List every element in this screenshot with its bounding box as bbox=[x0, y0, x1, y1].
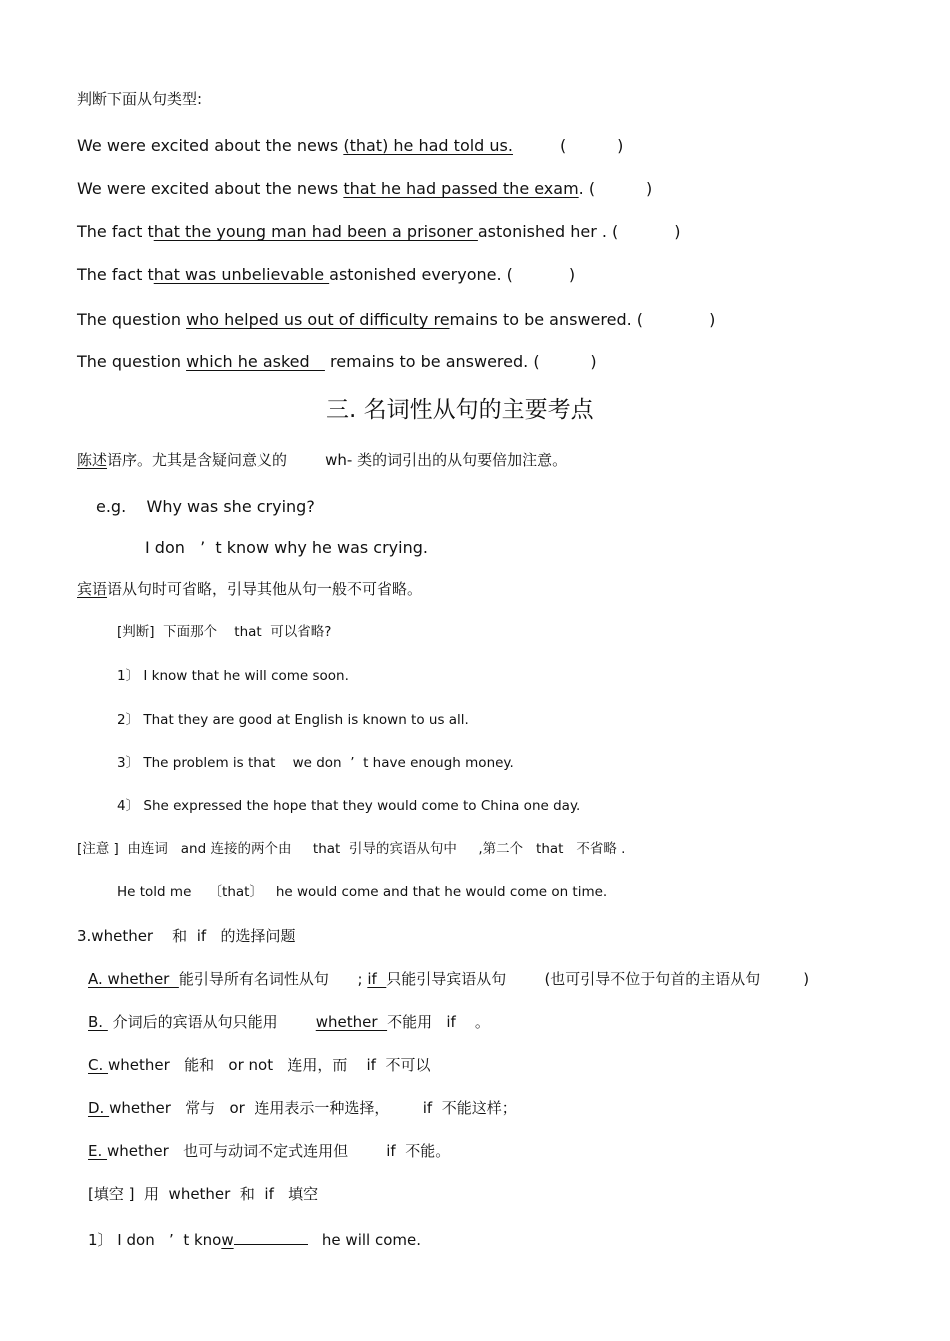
rule-a: A. whether 能引导所有名词性从句 ; if 只能引导宾语从句 (也可引导不位于句首的主语从句 ) bbox=[88, 970, 810, 988]
sentence-4: The fact that was unbelievable astonished everyone. ( ) bbox=[77, 265, 576, 284]
judge-title: [判断] 下面那个 that 可以省略? bbox=[117, 624, 332, 640]
intro-instruction: 判断下面从句类型: bbox=[77, 90, 203, 108]
underlined-clause: (that) he had told us. bbox=[343, 136, 513, 155]
sentence-5: The question who helped us out of difficulty remains to be answered. ( ) bbox=[77, 310, 716, 329]
underlined-clause: who helped us out of difficulty re bbox=[186, 310, 450, 329]
rule-d: D. whether 常与 or 连用表示一种选择， if 不能这样； bbox=[88, 1099, 517, 1117]
judge-item-2: 2〕 That they are good at English is known to us all. bbox=[117, 712, 469, 728]
underlined-clause: hat the young man had been a prisoner bbox=[153, 222, 478, 241]
answer-paren-4[interactable]: ) bbox=[512, 265, 576, 284]
sentence-1: We were excited about the news (that) he had told us. bbox=[77, 136, 513, 155]
example-question: e.g. Why was she crying? bbox=[96, 497, 315, 516]
answer-paren-1[interactable]: ( ) bbox=[560, 136, 624, 155]
section-title: 三. 名词性从句的主要考点 bbox=[326, 397, 594, 423]
underlined-clause: that he had passed the exam bbox=[343, 179, 579, 198]
rule-e: E. whether 也可与动词不定式连用但 if 不能。 bbox=[88, 1142, 451, 1160]
answer-blank[interactable] bbox=[234, 1230, 308, 1245]
answer-paren-5[interactable]: ) bbox=[643, 310, 716, 329]
judge-item-3: 3〕 The problem is that we don ’ t have enough money. bbox=[117, 755, 514, 771]
underlined-clause: hat was unbelievable bbox=[153, 265, 330, 284]
fill-item-1: 1〕 I don ’ t know he will come. bbox=[88, 1231, 422, 1249]
answer-paren-3[interactable]: ) bbox=[618, 222, 681, 241]
rule-c: C. whether 能和 or not 连用，而 if 不可以 bbox=[88, 1056, 431, 1074]
judge-item-1: 1〕 I know that he will come soon. bbox=[117, 668, 349, 684]
judge-item-4: 4〕 She expressed the hope that they would come to China one day. bbox=[117, 798, 581, 814]
sentence-3: The fact that the young man had been a prisoner astonished her . ( ) bbox=[77, 222, 681, 241]
note-example: He told me 〔that〕 he would come and that he would come on time. bbox=[117, 884, 608, 900]
sentence-6: The question which he asked remains to be answered. ( ) bbox=[77, 352, 597, 371]
rule-b: B. 介词后的宾语从句只能用 whether 不能用 if 。 bbox=[88, 1013, 490, 1031]
subsection-title: 3.whether 和 if 的选择问题 bbox=[77, 927, 296, 945]
underlined-clause: which he asked bbox=[186, 352, 325, 371]
point-omission: 宾语语从句时可省略，引导其他从句一般不可省略。 bbox=[77, 580, 423, 598]
note: [注意 ] 由连词 and 连接的两个由 that 引导的宾语从句中 ,第二个 that 不省略 . bbox=[77, 841, 626, 857]
fill-title: [填空 ] 用 whether 和 if 填空 bbox=[88, 1185, 319, 1203]
answer-paren-6[interactable]: ) bbox=[539, 352, 597, 371]
sentence-2: We were excited about the news that he had passed the exam. ( ) bbox=[77, 179, 653, 198]
point-word-order: 陈述语序。尤其是含疑问意义的 wh- 类的词引出的从句要倍加注意。 bbox=[77, 451, 568, 469]
example-answer: I don ’ t know why he was crying. bbox=[145, 538, 428, 557]
answer-paren-2[interactable]: ) bbox=[595, 179, 653, 198]
